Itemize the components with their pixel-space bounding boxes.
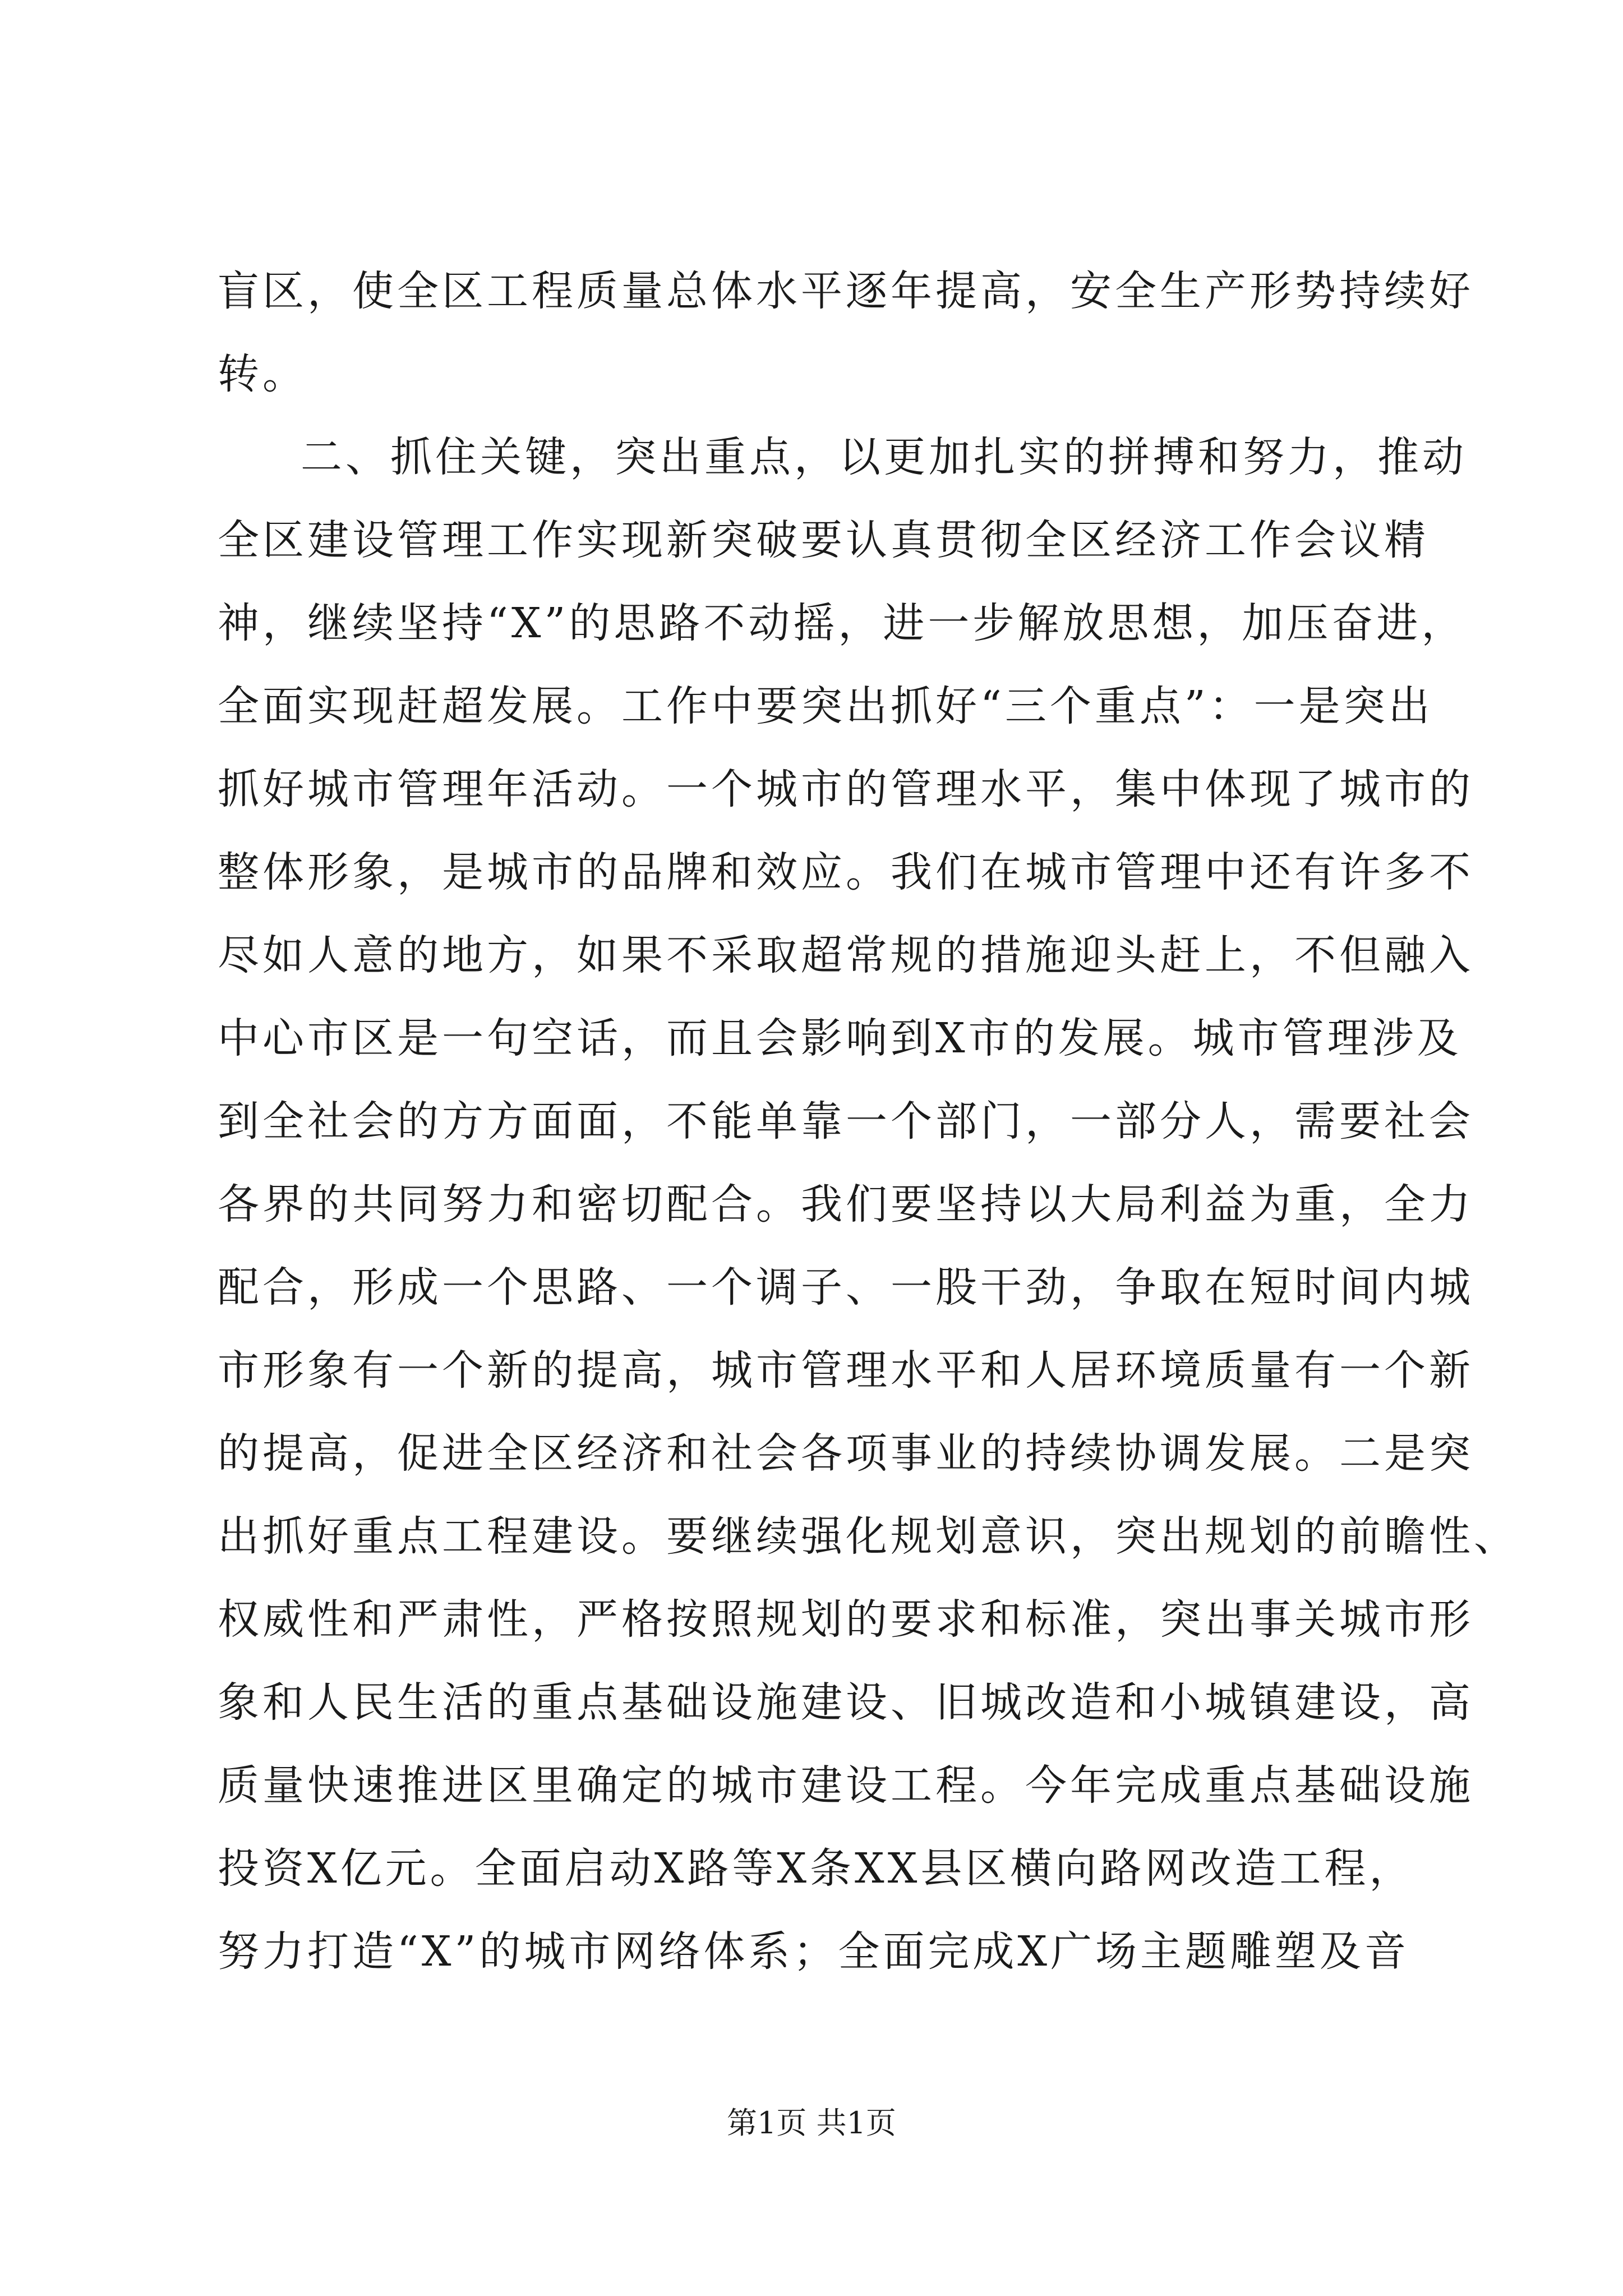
text-line: 出抓好重点工程建设。要继续强化规划意识，突出规划的前瞻性、 [218,1512,1519,1561]
text-line: 投资X亿元。全面启动X路等X条XX县区横向路网改造工程， [218,1844,1414,1893]
text-line: 全面实现赶超发展。工作中要突出抓好“三个重点”：一是突出 [218,682,1433,730]
text-line: 神，继续坚持“X”的思路不动摇，进一步解放思想，加压奋进， [218,599,1467,647]
text-line: 中心市区是一句空话，而且会影响到X市的发展。城市管理涉及 [218,1014,1462,1062]
text-line: 整体形象，是城市的品牌和效应。我们在城市管理中还有许多不 [218,848,1474,896]
text-line: 转。 [218,350,307,398]
text-line: 权威性和严肃性，严格按照规划的要求和标准，突出事关城市形 [218,1595,1474,1644]
text-line: 盲区，使全区工程质量总体水平逐年提高，安全生产形势持续好 [218,267,1474,315]
text-line: 的提高，促进全区经济和社会各项事业的持续协调发展。二是突 [218,1429,1474,1478]
text-line: 各界的共同努力和密切配合。我们要坚持以大局利益为重，全力 [218,1180,1474,1228]
text-line: 质量快速推进区里确定的城市建设工程。今年完成重点基础设施 [218,1761,1474,1810]
text-line: 到全社会的方方面面，不能单靠一个部门，一部分人，需要社会 [218,1097,1474,1145]
text-line: 全区建设管理工作实现新突破要认真贯彻全区经济工作会议精 [218,516,1429,564]
section-heading-line: 二、抓住关键，突出重点，以更加扎实的拼搏和努力，推动 [301,433,1467,481]
page-number-label: 第1页 共1页 [727,2105,896,2141]
page-footer [0,2101,1623,2146]
text-line: 市形象有一个新的提高，城市管理水平和人居环境质量有一个新 [218,1346,1474,1395]
text-line: 象和人民生活的重点基础设施建设、旧城改造和小城镇建设，高 [218,1678,1474,1727]
text-line: 努力打造“X”的城市网络体系；全面完成X广场主题雕塑及音 [218,1927,1410,1976]
body-text [218,250,1519,1993]
text-line: 配合，形成一个思路、一个调子、一股干劲，争取在短时间内城 [218,1263,1474,1312]
text-line: 抓好城市管理年活动。一个城市的管理水平，集中体现了城市的 [218,765,1474,813]
text-line: 尽如人意的地方，如果不采取超常规的措施迎头赶上，不但融入 [218,931,1474,979]
